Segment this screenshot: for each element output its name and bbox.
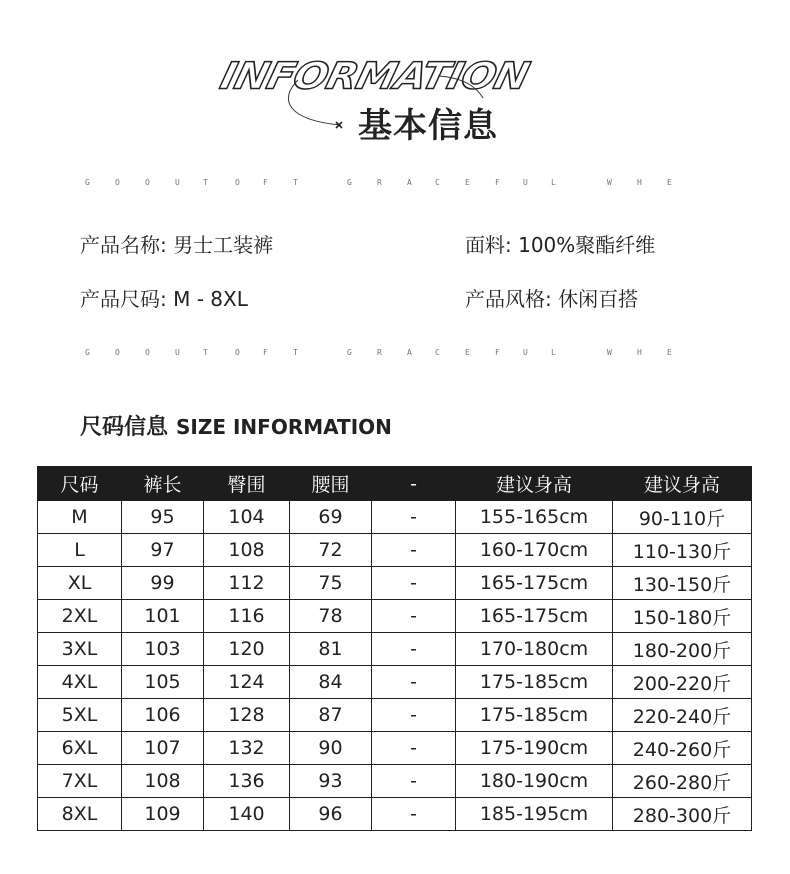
decor-letter: H (637, 178, 642, 187)
table-row (38, 633, 752, 666)
decor-letter: C (435, 348, 440, 357)
product-material: 面料: 100%聚酯纤维 (465, 233, 656, 257)
decor-letter: G (85, 348, 90, 357)
cell-weight: 220-240斤 (613, 699, 752, 732)
decor-letter: A (407, 178, 412, 187)
decor-letter: T (203, 178, 208, 187)
header-dash: - (372, 467, 456, 501)
cell-length: 107 (122, 732, 204, 765)
cell-dash: - (372, 666, 456, 699)
cell-weight: 180-200斤 (613, 633, 752, 666)
decor-letter: T (293, 178, 298, 187)
cell-weight: 130-150斤 (613, 567, 752, 600)
page-title: 基本信息 (358, 106, 498, 146)
header-length: 裤长 (122, 467, 204, 501)
table-row (38, 798, 752, 831)
cell-weight: 280-300斤 (613, 798, 752, 831)
cell-weight: 240-260斤 (613, 732, 752, 765)
cell-size: 3XL (38, 633, 122, 666)
decor-letter: O (115, 348, 120, 357)
header-size: 尺码 (38, 467, 122, 501)
cell-waist: 78 (290, 600, 372, 633)
table-row (38, 699, 752, 732)
cell-size: XL (38, 567, 122, 600)
cell-waist: 90 (290, 732, 372, 765)
table-row (38, 567, 752, 600)
cell-length: 109 (122, 798, 204, 831)
cell-hip: 116 (204, 600, 290, 633)
header-weight: 建议身高 (613, 467, 752, 501)
information-logo: INFORMATION (216, 55, 533, 98)
decor-letter: G (347, 348, 352, 357)
size-table-header (38, 467, 752, 501)
decor-letter: T (203, 348, 208, 357)
table-row (38, 765, 752, 798)
decor-letter: F (263, 348, 268, 357)
decor-letter: F (495, 178, 500, 187)
decor-letter: L (551, 178, 556, 187)
cell-hip: 124 (204, 666, 290, 699)
cell-height: 175-185cm (456, 699, 613, 732)
cell-hip: 104 (204, 501, 290, 534)
cell-dash: - (372, 798, 456, 831)
decor-letter: U (175, 178, 180, 187)
table-row (38, 666, 752, 699)
decor-letter: U (523, 178, 528, 187)
size-title-cn: 尺码信息 (80, 415, 169, 440)
decor-letter: E (667, 178, 672, 187)
decor-letter: H (637, 348, 642, 357)
decor-letter: R (377, 178, 382, 187)
cell-dash: - (372, 699, 456, 732)
cell-waist: 81 (290, 633, 372, 666)
cell-dash: - (372, 567, 456, 600)
cell-size: L (38, 534, 122, 567)
cell-size: 2XL (38, 600, 122, 633)
decor-letter: O (145, 348, 150, 357)
cell-weight: 200-220斤 (613, 666, 752, 699)
decor-letter: W (607, 348, 612, 357)
cell-waist: 87 (290, 699, 372, 732)
table-row (38, 732, 752, 765)
cell-waist: 84 (290, 666, 372, 699)
cell-dash: - (372, 633, 456, 666)
cell-height: 170-180cm (456, 633, 613, 666)
cell-waist: 96 (290, 798, 372, 831)
cell-waist: 72 (290, 534, 372, 567)
decor-letter: R (377, 348, 382, 357)
table-row (38, 501, 752, 534)
decor-letter: G (85, 178, 90, 187)
size-section-title (80, 410, 392, 441)
cell-dash: - (372, 534, 456, 567)
cell-hip: 140 (204, 798, 290, 831)
cell-weight: 90-110斤 (613, 501, 752, 534)
cell-hip: 108 (204, 534, 290, 567)
cell-waist: 75 (290, 567, 372, 600)
cell-length: 95 (122, 501, 204, 534)
cell-height: 165-175cm (456, 600, 613, 633)
decor-letter: W (607, 178, 612, 187)
table-row (38, 600, 752, 633)
cell-weight: 110-130斤 (613, 534, 752, 567)
size-table (37, 466, 752, 831)
decor-letter: O (115, 178, 120, 187)
cell-size: 7XL (38, 765, 122, 798)
cell-hip: 136 (204, 765, 290, 798)
cell-hip: 132 (204, 732, 290, 765)
cell-length: 101 (122, 600, 204, 633)
product-style: 产品风格: 休闲百搭 (465, 287, 639, 311)
product-name: 产品名称: 男士工装裤 (80, 233, 274, 257)
decor-letter: U (175, 348, 180, 357)
info-header (0, 0, 790, 160)
cell-size: 5XL (38, 699, 122, 732)
cell-dash: - (372, 765, 456, 798)
size-title-en: SIZE INFORMATION (176, 415, 392, 439)
cell-height: 160-170cm (456, 534, 613, 567)
decor-letter: E (465, 178, 470, 187)
cell-hip: 112 (204, 567, 290, 600)
cell-length: 108 (122, 765, 204, 798)
cell-weight: 150-180斤 (613, 600, 752, 633)
cell-height: 165-175cm (456, 567, 613, 600)
cell-length: 99 (122, 567, 204, 600)
decor-letter: A (407, 348, 412, 357)
header-hip: 臀围 (204, 467, 290, 501)
decor-letter: G (347, 178, 352, 187)
decor-letter: O (145, 178, 150, 187)
cell-size: 8XL (38, 798, 122, 831)
product-sizes: 产品尺码: M - 8XL (80, 287, 248, 311)
cell-size: 4XL (38, 666, 122, 699)
decor-letter: E (667, 348, 672, 357)
cell-height: 185-195cm (456, 798, 613, 831)
cell-height: 175-190cm (456, 732, 613, 765)
decor-letter: F (495, 348, 500, 357)
cell-size: 6XL (38, 732, 122, 765)
decor-letter: F (263, 178, 268, 187)
cell-dash: - (372, 600, 456, 633)
cell-hip: 120 (204, 633, 290, 666)
cell-hip: 128 (204, 699, 290, 732)
cell-weight: 260-280斤 (613, 765, 752, 798)
cell-waist: 93 (290, 765, 372, 798)
cell-length: 106 (122, 699, 204, 732)
cell-height: 155-165cm (456, 501, 613, 534)
header-waist: 腰围 (290, 467, 372, 501)
table-row (38, 534, 752, 567)
decor-letter: O (235, 178, 240, 187)
decor-letter: C (435, 178, 440, 187)
header-height: 建议身高 (456, 467, 613, 501)
cell-size: M (38, 501, 122, 534)
cell-dash: - (372, 501, 456, 534)
cell-length: 97 (122, 534, 204, 567)
cell-height: 175-185cm (456, 666, 613, 699)
decor-letter: L (551, 348, 556, 357)
decor-letter: O (235, 348, 240, 357)
cell-height: 180-190cm (456, 765, 613, 798)
cell-length: 103 (122, 633, 204, 666)
cell-length: 105 (122, 666, 204, 699)
decor-letter: T (293, 348, 298, 357)
decor-letter: E (465, 348, 470, 357)
decor-letter: U (523, 348, 528, 357)
cell-dash: - (372, 732, 456, 765)
cell-waist: 69 (290, 501, 372, 534)
